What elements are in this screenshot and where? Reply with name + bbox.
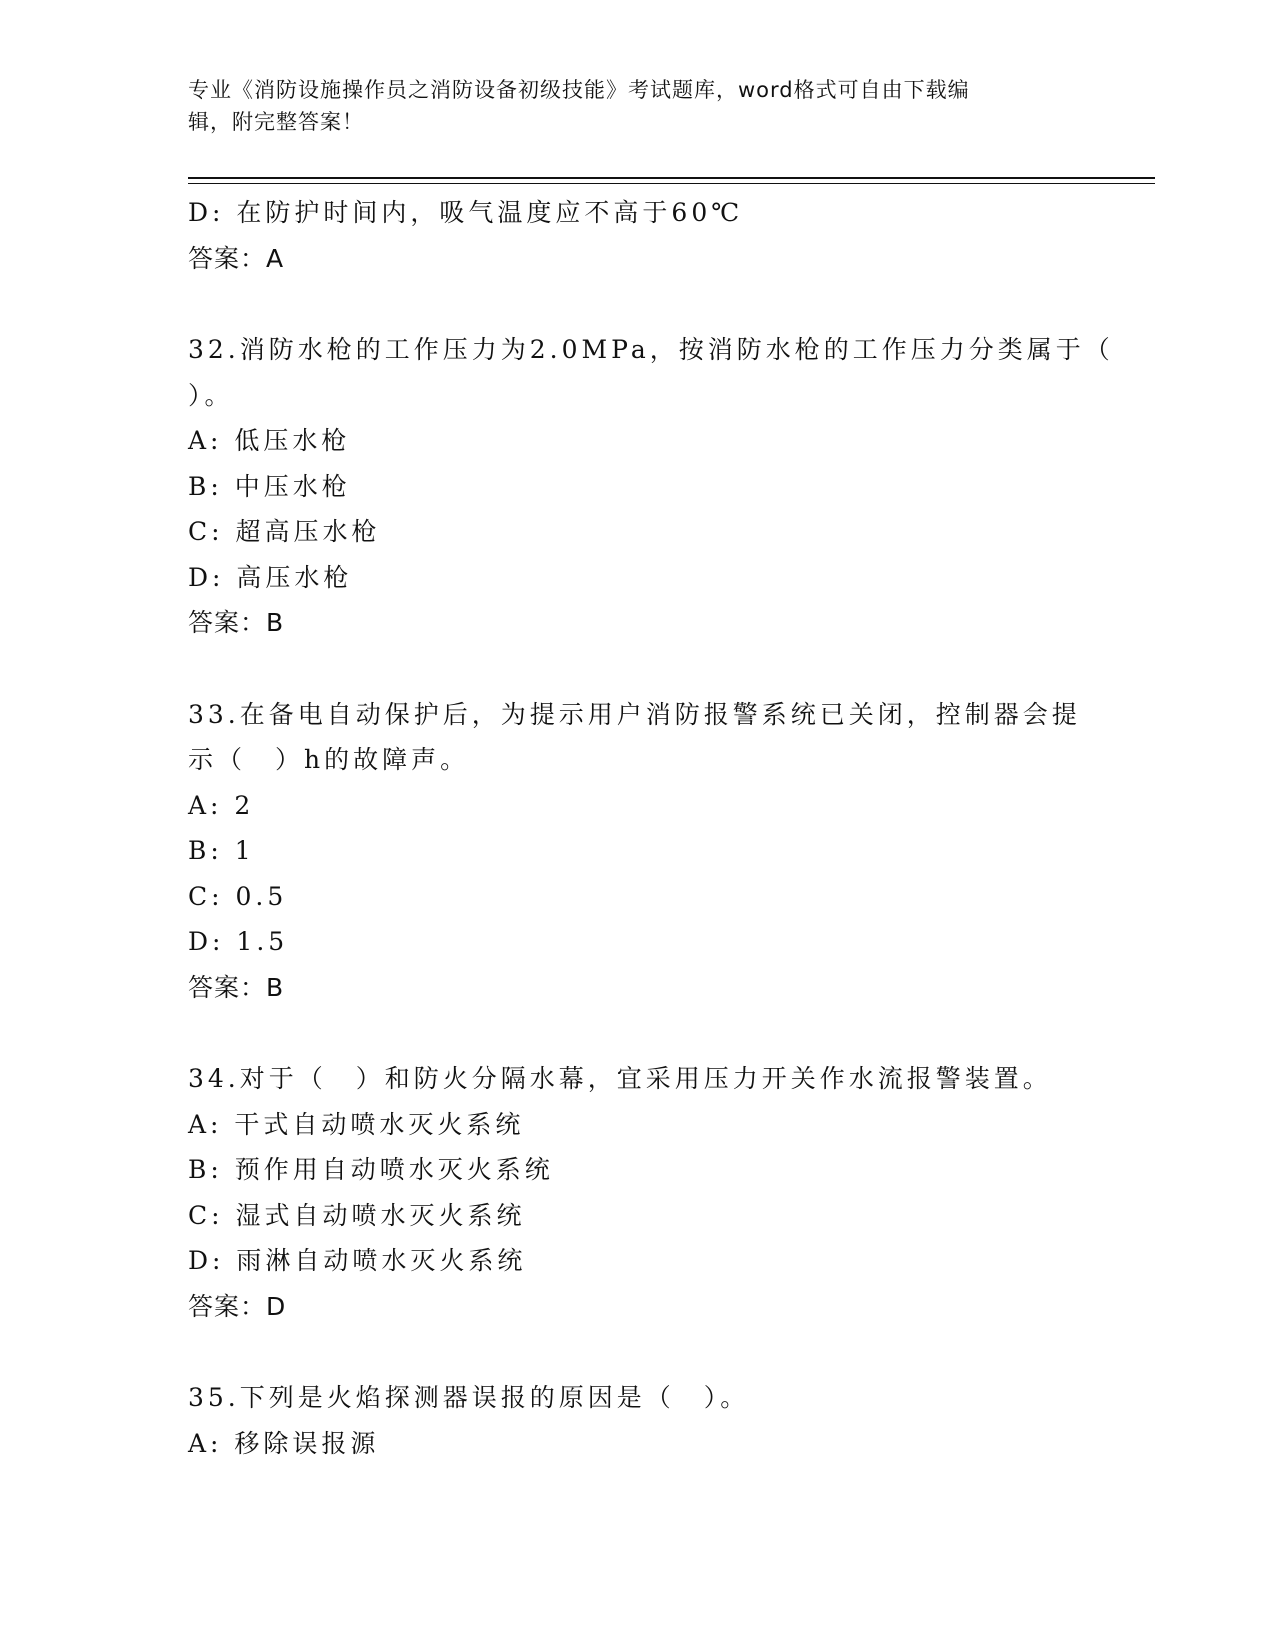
question-stem: 32.消防水枪的工作压力为2.0MPa，按消防水枪的工作压力分类属于（ (188, 335, 1114, 364)
question-stem: 33.在备电自动保护后，为提示用户消防报警系统已关闭，控制器会提 (188, 699, 1081, 729)
spacer (188, 281, 1088, 327)
option-d: D: 高压水枪 (188, 562, 353, 592)
answer-line: 答案：A (188, 243, 285, 273)
header-divider-thin (188, 183, 1155, 184)
answer-line: 答案：B (188, 608, 285, 637)
question-list (188, 190, 1114, 1466)
question-35 (188, 1375, 1088, 1466)
option-d: D: 在防护时间内，吸气温度应不高于60℃ (188, 198, 744, 227)
header-divider-thick (188, 177, 1155, 179)
question-stem: 35.下列是火焰探测器误报的原因是（ ）。 (188, 1383, 750, 1412)
header-line-1: 专业《消防设施操作员之消防设备初级技能》考试题库，word格式可自由下载编 (188, 78, 970, 102)
spacer (188, 646, 1088, 692)
question-33 (188, 692, 1088, 1011)
option-a: A: 移除误报源 (188, 1428, 380, 1458)
question-stem: 34.对于（ ）和防火分隔水幕，宜采用压力开关作水流报警装置。 (188, 1064, 1052, 1093)
option-c: C: 湿式自动喷水灭火系统 (188, 1200, 526, 1230)
option-b: B: 预作用自动喷水灭火系统 (188, 1155, 554, 1184)
option-d: D: 雨淋自动喷水灭火系统 (188, 1246, 527, 1275)
question-31-continuation (188, 190, 1088, 281)
header-line-2: 辑，附完整答案！ (188, 110, 364, 134)
answer-line: 答案：B (188, 972, 285, 1002)
spacer (188, 1329, 1088, 1375)
option-b: B: 1 (188, 836, 255, 865)
question-32 (188, 327, 1114, 646)
question-stem-cont: 示（ ）h的故障声。 (188, 745, 470, 774)
option-c: C: 0.5 (188, 881, 288, 911)
option-a: A: 干式自动喷水灭火系统 (188, 1109, 525, 1139)
question-34 (188, 1056, 1088, 1329)
option-a: A: 低压水枪 (188, 426, 351, 455)
option-a: A: 2 (188, 790, 255, 820)
option-b: B: 中压水枪 (188, 471, 351, 501)
document-header (188, 74, 1088, 138)
option-c: C: 超高压水枪 (188, 517, 381, 546)
question-stem-cont: ）。 (188, 380, 234, 410)
answer-line: 答案：D (188, 1291, 287, 1321)
option-d: D: 1.5 (188, 927, 289, 956)
spacer (188, 1010, 1088, 1056)
